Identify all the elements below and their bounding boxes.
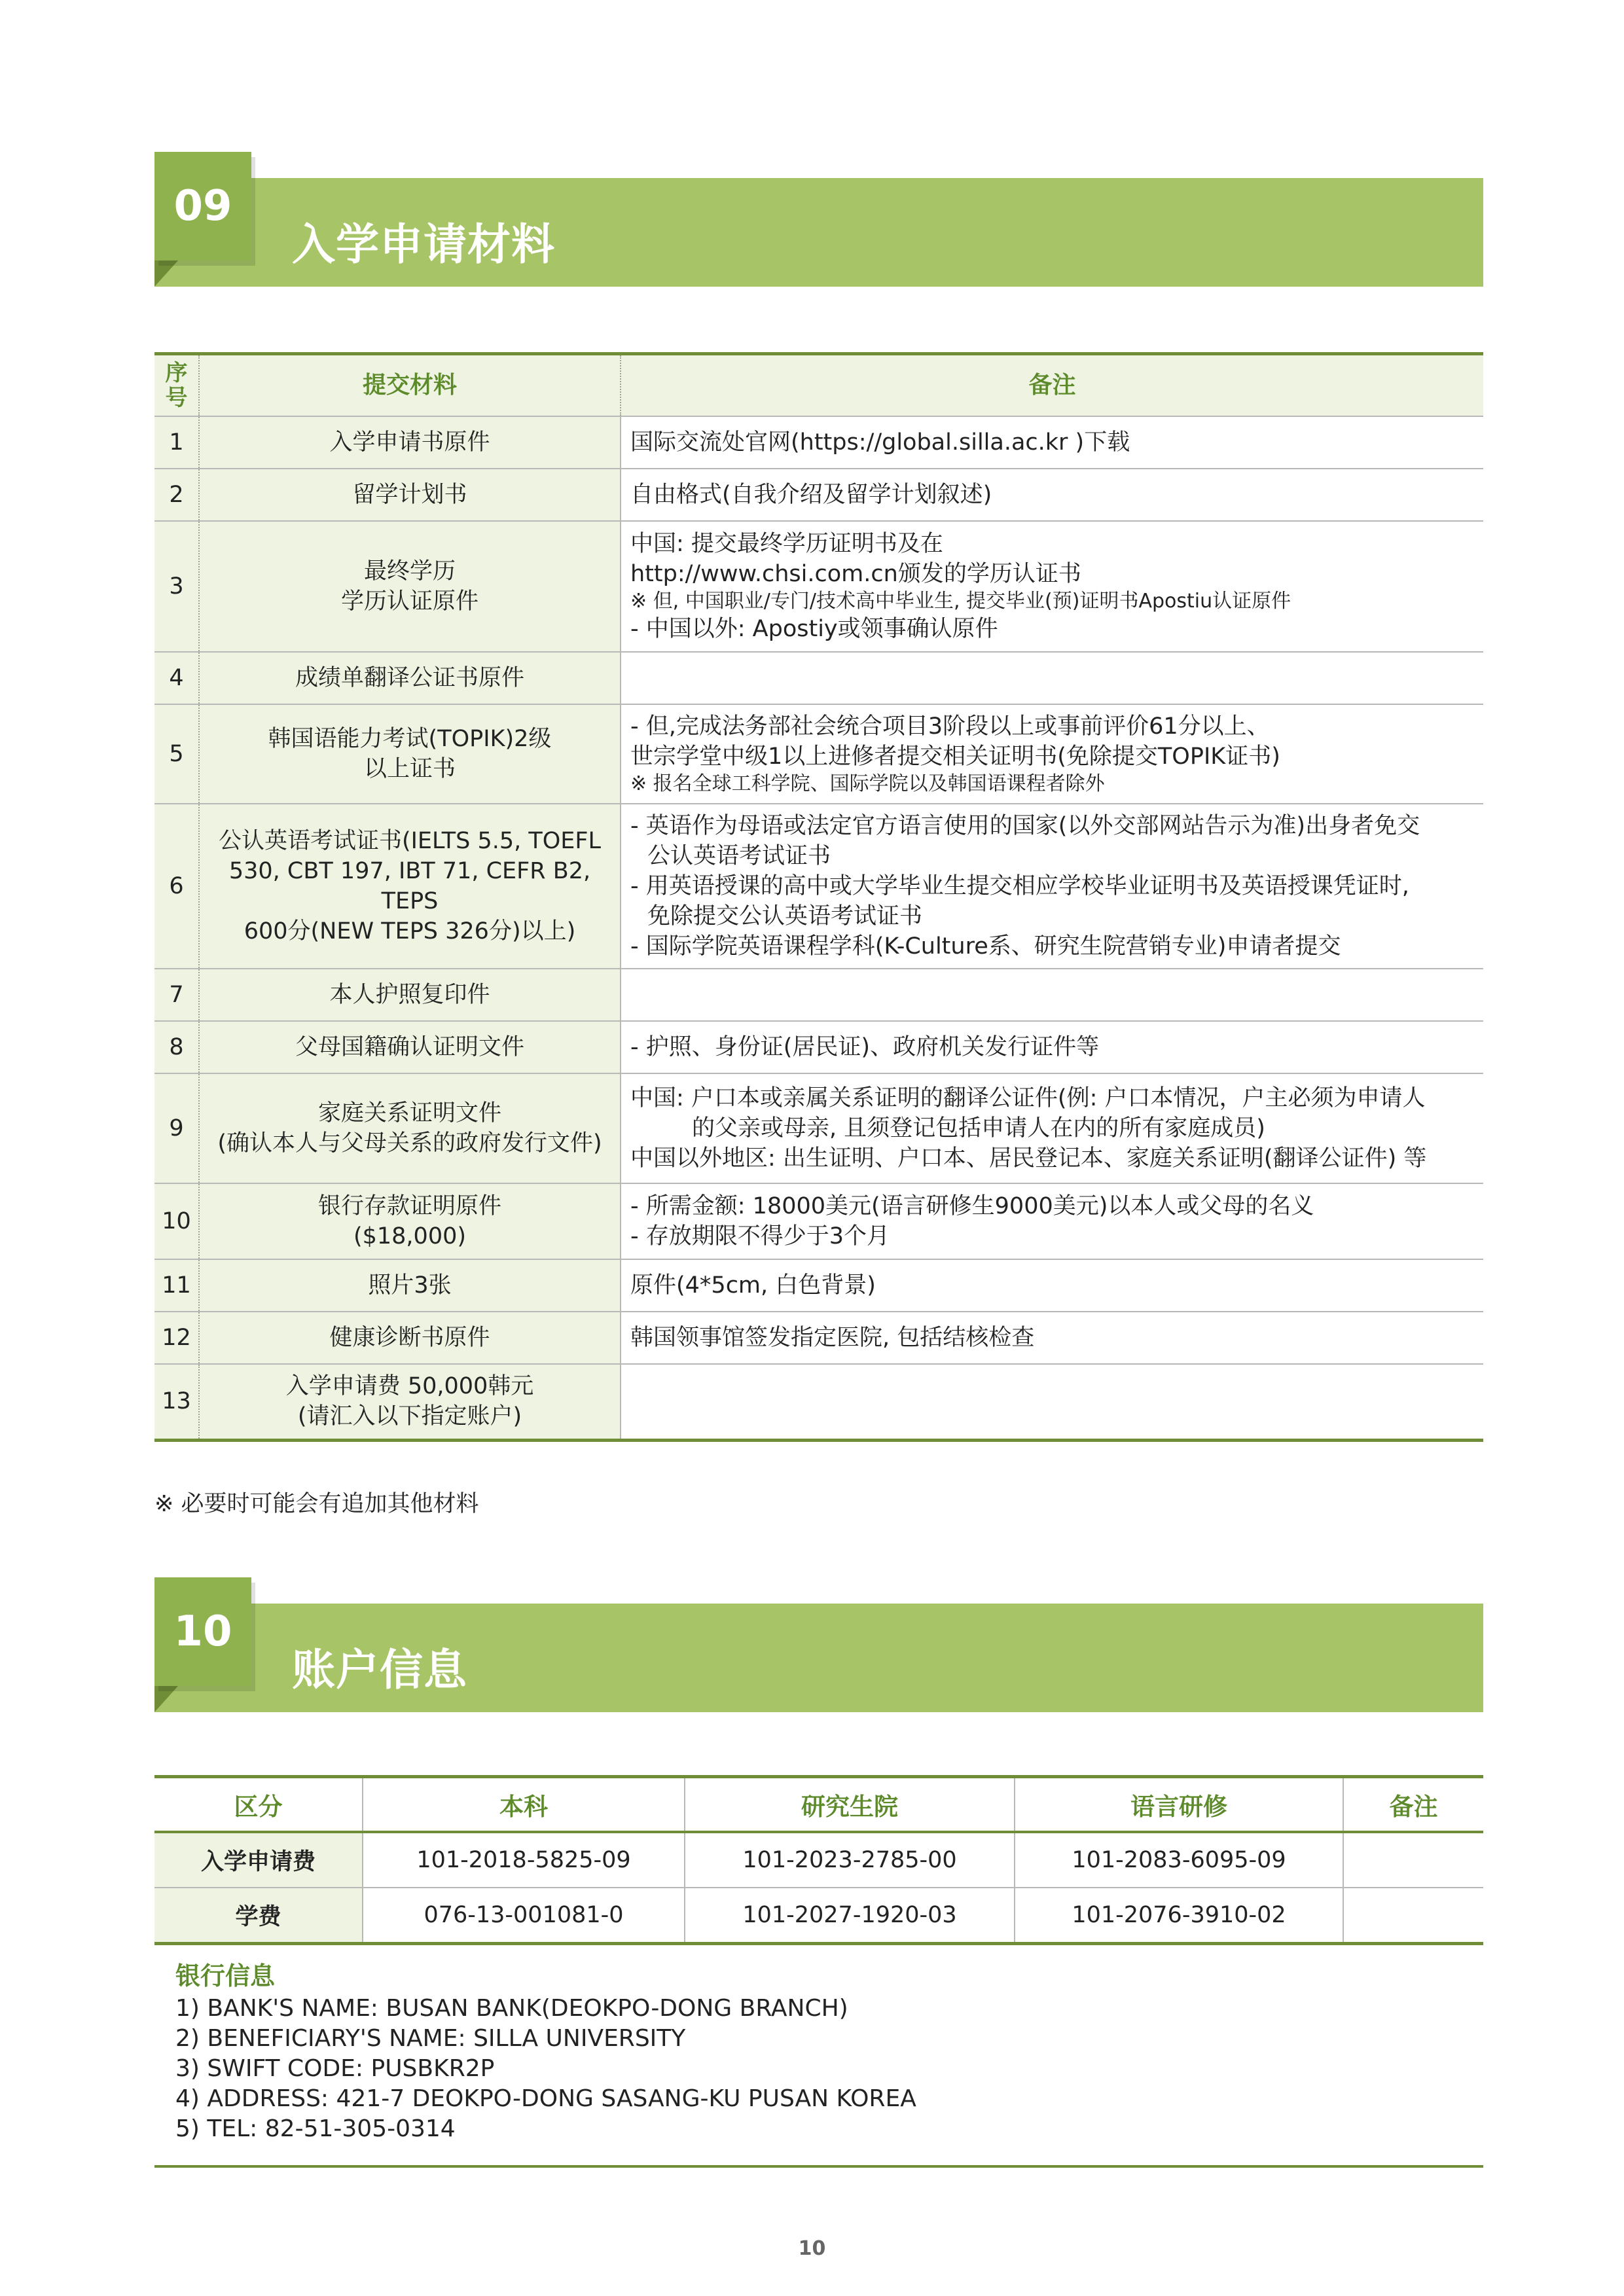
material-cell bbox=[199, 1073, 621, 1183]
material-cell bbox=[199, 1364, 621, 1440]
note-line: 公认英语考试证书 bbox=[647, 843, 831, 869]
note-cell bbox=[621, 1021, 1483, 1073]
bank-line-label: 1) BANK'S NAME: bbox=[175, 1995, 378, 2022]
note-line: 原件(4*5cm, 白色背景) bbox=[630, 1272, 876, 1299]
note-line: http://www.chsi.com.cn颁发的学历认证书 bbox=[630, 561, 1081, 587]
table-row bbox=[154, 1021, 1483, 1073]
header-no bbox=[154, 354, 199, 417]
header-material: 提交材料 bbox=[199, 354, 621, 417]
material-line: 530, CBT 197, IBT 71, CEFR B2, TEPS bbox=[228, 858, 591, 914]
account-number: 101-2023-2785-00 bbox=[685, 1832, 1015, 1888]
table-row bbox=[154, 1312, 1483, 1364]
bank-line-value: 82-51-305-0314 bbox=[264, 2115, 456, 2142]
note-line: - 中国以外: Apostiy或领事确认原件 bbox=[630, 616, 998, 642]
material-line: 600分(NEW TEPS 326分)以上) bbox=[244, 918, 576, 944]
note-cell bbox=[621, 521, 1483, 652]
note-cell bbox=[621, 469, 1483, 521]
table-row bbox=[154, 1259, 1483, 1312]
table-row bbox=[154, 969, 1483, 1021]
note-line: - 所需金额: 18000美元(语言研修生9000美元)以本人或父母的名义 bbox=[630, 1193, 1314, 1219]
material-cell bbox=[199, 521, 621, 652]
table-row bbox=[154, 1073, 1483, 1183]
material-line: 银行存款证明原件 bbox=[317, 1193, 501, 1219]
note-cell bbox=[621, 416, 1483, 469]
row-number: 10 bbox=[154, 1183, 199, 1259]
note-line: - 国际学院英语课程学科(K-Culture系、研究生院营销专业)申请者提交 bbox=[630, 933, 1341, 960]
note-cell bbox=[621, 804, 1483, 969]
row-number: 5 bbox=[154, 704, 199, 804]
material-cell bbox=[199, 704, 621, 804]
row-label: 学费 bbox=[154, 1888, 363, 1944]
material-line: 照片3张 bbox=[368, 1272, 452, 1299]
table-row bbox=[154, 804, 1483, 969]
application-materials-table bbox=[154, 352, 1483, 1442]
bank-line bbox=[175, 1994, 916, 2024]
row-number: 7 bbox=[154, 969, 199, 1021]
badge-fold bbox=[154, 260, 178, 287]
table-row bbox=[154, 1183, 1483, 1259]
material-line: 入学申请书原件 bbox=[329, 429, 490, 456]
bank-line-value: SILLA UNIVERSITY bbox=[473, 2025, 686, 2052]
note-cell bbox=[621, 969, 1483, 1021]
section-10-header bbox=[154, 1577, 1483, 1695]
note-line: 免除提交公认英语考试证书 bbox=[647, 903, 923, 929]
header-no-char: 号 bbox=[165, 385, 188, 411]
note-line: 自由格式(自我介绍及留学计划叙述) bbox=[630, 482, 992, 508]
bank-line bbox=[175, 2114, 916, 2144]
note-line: ※ 但, 中国职业/专门/技术高中毕业生, 提交毕业(预)证明书Apostiu认证原件 bbox=[630, 590, 1291, 613]
material-line: 本人护照复印件 bbox=[329, 982, 490, 1008]
bank-info bbox=[175, 1961, 916, 2144]
note-line: 中国: 提交最终学历证明书及在 bbox=[630, 531, 943, 557]
table-row bbox=[154, 1364, 1483, 1440]
account-number: 101-2083-6095-09 bbox=[1015, 1832, 1343, 1888]
table-header-row bbox=[154, 354, 1483, 417]
row-number: 8 bbox=[154, 1021, 199, 1073]
note-cell bbox=[621, 1073, 1483, 1183]
section-title: 入学申请材料 bbox=[292, 219, 555, 270]
note-line: 中国以外地区: 出生证明、户口本、居民登记本、家庭关系证明(翻译公证件) 等 bbox=[630, 1145, 1427, 1172]
material-line: 最终学历 bbox=[363, 558, 456, 584]
row-number: 12 bbox=[154, 1312, 199, 1364]
header-category: 区分 bbox=[154, 1777, 363, 1833]
page-number: 10 bbox=[798, 2237, 826, 2260]
row-number: 3 bbox=[154, 521, 199, 652]
note-line: 韩国领事馆签发指定医院, 包括结核检查 bbox=[630, 1325, 1035, 1351]
material-cell bbox=[199, 969, 621, 1021]
bank-line-label: 2) BENEFICIARY'S NAME: bbox=[175, 2025, 466, 2052]
account-info-table bbox=[154, 1775, 1483, 1945]
header-no-char: 序 bbox=[165, 360, 188, 386]
bank-line-value: 421-7 DEOKPO-DONG SASANG-KU PUSAN KOREA bbox=[336, 2085, 916, 2112]
note-line: ※ 报名全球工科学院、国际学院以及韩国语课程者除外 bbox=[630, 772, 1105, 795]
table-row bbox=[154, 1888, 1483, 1944]
material-line: 父母国籍确认证明文件 bbox=[295, 1034, 524, 1060]
material-cell bbox=[199, 469, 621, 521]
header-no-text bbox=[157, 361, 196, 410]
section-number-badge: 10 bbox=[154, 1577, 251, 1686]
note-line: - 存放期限不得少于3个月 bbox=[630, 1223, 890, 1249]
material-cell bbox=[199, 652, 621, 704]
material-line: 学历认证原件 bbox=[340, 588, 478, 615]
material-line: 留学计划书 bbox=[352, 482, 467, 508]
material-cell bbox=[199, 1183, 621, 1259]
header-note: 备注 bbox=[621, 354, 1483, 417]
note-line: 国际交流处官网(https://global.silla.ac.kr )下载 bbox=[630, 429, 1130, 456]
row-number: 4 bbox=[154, 652, 199, 704]
note-line: 的父亲或母亲, 且须登记包括申请人在内的所有家庭成员) bbox=[692, 1115, 1265, 1141]
section-09-header bbox=[154, 152, 1483, 270]
table-row bbox=[154, 704, 1483, 804]
note-line: 世宗学堂中级1以上进修者提交相关证明书(免除提交TOPIK证书) bbox=[630, 744, 1280, 770]
note-cell bbox=[621, 1312, 1483, 1364]
bank-line-label: 4) ADDRESS: bbox=[175, 2085, 329, 2112]
bank-info-title: 银行信息 bbox=[175, 1962, 276, 1990]
note-cell bbox=[621, 704, 1483, 804]
materials-footnote: ※ 必要时可能会有追加其他材料 bbox=[154, 1491, 479, 1517]
note-line: 中国: 户口本或亲属关系证明的翻译公证件(例: 户口本情况，户主必须为申请人 bbox=[630, 1085, 1426, 1111]
material-cell bbox=[199, 1021, 621, 1073]
row-number: 6 bbox=[154, 804, 199, 969]
material-cell bbox=[199, 804, 621, 969]
material-line: 健康诊断书原件 bbox=[329, 1325, 490, 1351]
account-number: 101-2027-1920-03 bbox=[685, 1888, 1015, 1944]
account-number: 101-2018-5825-09 bbox=[363, 1832, 685, 1888]
row-number: 13 bbox=[154, 1364, 199, 1440]
table-header-row bbox=[154, 1777, 1483, 1833]
table-row bbox=[154, 652, 1483, 704]
material-cell bbox=[199, 1312, 621, 1364]
material-line: 以上证书 bbox=[363, 756, 456, 782]
bank-line-label: 5) TEL: bbox=[175, 2115, 258, 2142]
row-number: 11 bbox=[154, 1259, 199, 1312]
note-line: - 英语作为母语或法定官方语言使用的国家(以外交部网站告示为准)出身者免交 bbox=[630, 813, 1420, 839]
material-line: ($18,000) bbox=[353, 1223, 467, 1249]
section-title: 账户信息 bbox=[292, 1645, 467, 1695]
table-row bbox=[154, 1832, 1483, 1888]
material-cell bbox=[199, 1259, 621, 1312]
material-line: 家庭关系证明文件 bbox=[317, 1100, 501, 1126]
row-number: 1 bbox=[154, 416, 199, 469]
bank-line-value: BUSAN BANK(DEOKPO-DONG BRANCH) bbox=[386, 1995, 848, 2022]
bottom-rule bbox=[154, 2165, 1483, 2168]
note-line: - 但,完成法务部社会统合项目3阶段以上或事前评价61分以上、 bbox=[630, 713, 1270, 740]
material-line: (确认本人与父母关系的政府发行文件) bbox=[217, 1130, 602, 1157]
note-line: - 用英语授课的高中或大学毕业生提交相应学校毕业证明书及英语授课凭证时, bbox=[630, 873, 1409, 899]
remarks-cell bbox=[1343, 1888, 1483, 1944]
table-row bbox=[154, 416, 1483, 469]
note-cell bbox=[621, 1259, 1483, 1312]
note-line: - 护照、身份证(居民证)、政府机关发行证件等 bbox=[630, 1034, 1100, 1060]
material-line: (请汇入以下指定账户) bbox=[297, 1403, 522, 1430]
note-cell bbox=[621, 1364, 1483, 1440]
bank-line bbox=[175, 2084, 916, 2114]
bank-line bbox=[175, 2024, 916, 2054]
material-line: 韩国语能力考试(TOPIK)2级 bbox=[268, 726, 552, 752]
row-number: 9 bbox=[154, 1073, 199, 1183]
header-language: 语言研修 bbox=[1015, 1777, 1343, 1833]
material-line: 成绩单翻译公证书原件 bbox=[295, 665, 524, 691]
row-number: 2 bbox=[154, 469, 199, 521]
section-number-badge: 09 bbox=[154, 152, 251, 260]
account-number: 101-2076-3910-02 bbox=[1015, 1888, 1343, 1944]
remarks-cell bbox=[1343, 1832, 1483, 1888]
table-row bbox=[154, 521, 1483, 652]
bank-line-label: 3) SWIFT CODE: bbox=[175, 2055, 364, 2082]
note-cell bbox=[621, 1183, 1483, 1259]
header-undergraduate: 本科 bbox=[363, 1777, 685, 1833]
table-row bbox=[154, 469, 1483, 521]
account-number: 076-13-001081-0 bbox=[363, 1888, 685, 1944]
bank-line bbox=[175, 2054, 916, 2084]
header-graduate: 研究生院 bbox=[685, 1777, 1015, 1833]
header-remarks: 备注 bbox=[1343, 1777, 1483, 1833]
material-line: 入学申请费 50,000韩元 bbox=[285, 1373, 534, 1400]
bank-line-value: PUSBKR2P bbox=[370, 2055, 495, 2082]
row-label: 入学申请费 bbox=[154, 1832, 363, 1888]
note-cell bbox=[621, 652, 1483, 704]
material-cell bbox=[199, 416, 621, 469]
badge-fold bbox=[154, 1686, 178, 1712]
material-line: 公认英语考试证书(IELTS 5.5, TOEFL bbox=[218, 828, 602, 854]
